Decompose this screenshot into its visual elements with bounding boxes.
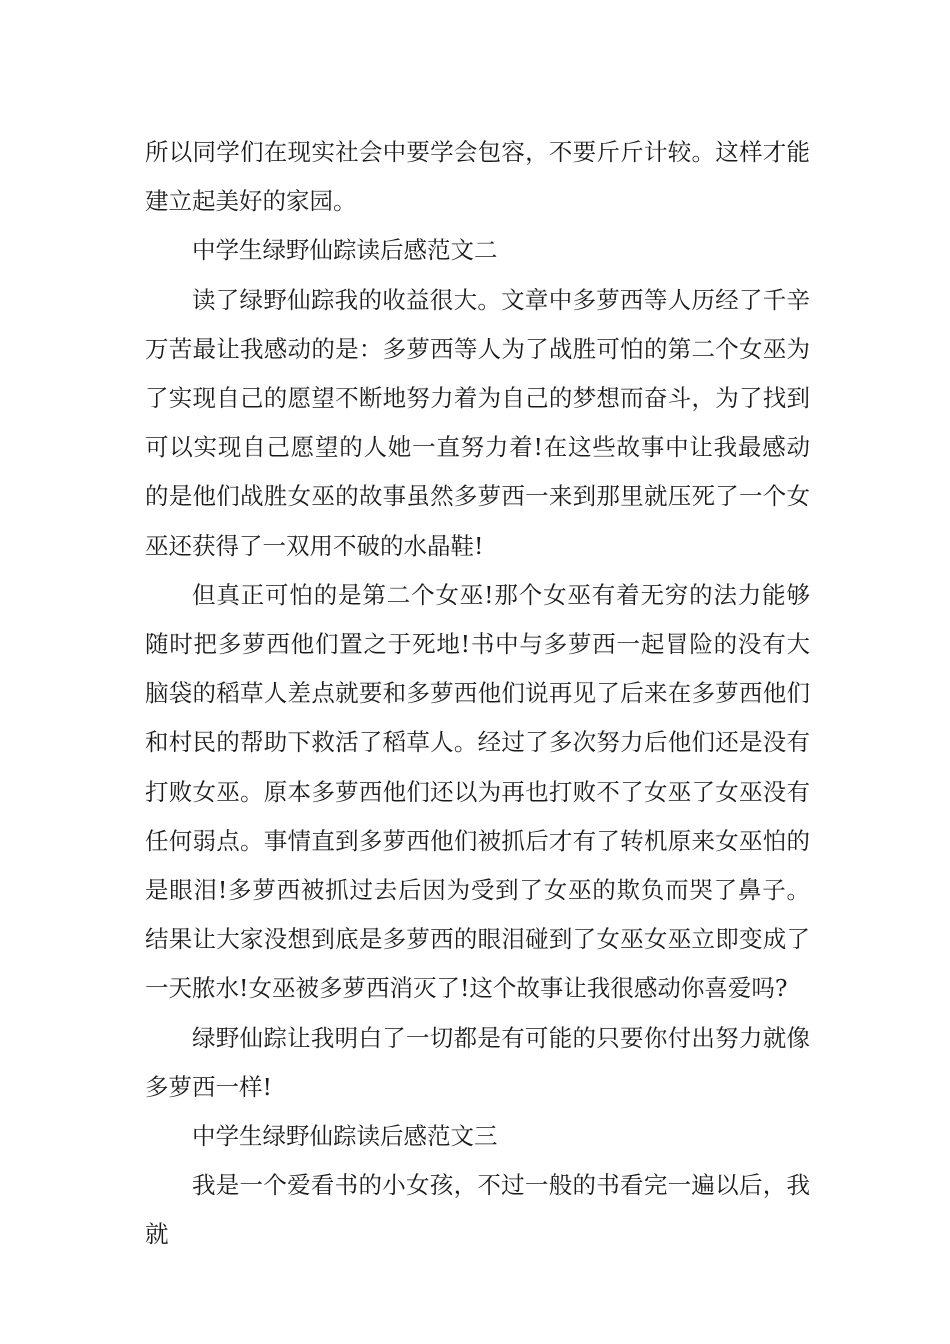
section-heading-3: 中学生绿野仙踪读后感范文三 xyxy=(192,1122,498,1151)
section-heading-2: 中学生绿野仙踪读后感范文二 xyxy=(192,236,498,265)
paragraph: 绿野仙踪让我明白了一切都是有可能的只要你付出努力就像多萝西一样! xyxy=(145,1023,810,1101)
paragraph: 但真正可怕的是第二个女巫!那个女巫有着无穷的法力能够随时把多萝西他们置之于死地!书中与多萝西一起冒险的没有大脑袋的稻草人差点就要和多萝西他们说再见了后来在多萝西他们和村民的帮助下救活了稻草人。经过了多次努力后他们还是没有打败女巫。原本多萝西他们还以为再也打败不了女巫了女巫没有任何弱点。事情直到多萝西他们被抓后才有了转机原来女巫怕的是眼泪!多萝西被抓过去后因为受到了女巫的欺负而哭了鼻子。结果让大家没想到底是多萝西的眼泪碰到了女巫女巫立即变成了一天脓水!女巫被多萝西消灭了!这个故事让我很感动你喜爱吗? xyxy=(145,580,810,1003)
document-body xyxy=(145,128,810,1260)
paragraph-continuation: 所以同学们在现实社会中要学会包容，不要斤斤计较。这样才能建立起美好的家园。 xyxy=(145,138,810,216)
paragraph: 我是一个爱看书的小女孩，不过一般的书看完一遍以后，我就 xyxy=(145,1171,810,1249)
paragraph: 读了绿野仙踪我的收益很大。文章中多萝西等人历经了千辛万苦最让我感动的是：多萝西等人为了战胜可怕的第二个女巫为了实现自己的愿望不断地努力着为自己的梦想而奋斗，为了找到可以实现自己愿望的人她一直努力着!在这些故事中让我最感动的是他们战胜女巫的故事虽然多萝西一来到那里就压死了一个女巫还获得了一双用不破的水晶鞋! xyxy=(145,285,810,560)
